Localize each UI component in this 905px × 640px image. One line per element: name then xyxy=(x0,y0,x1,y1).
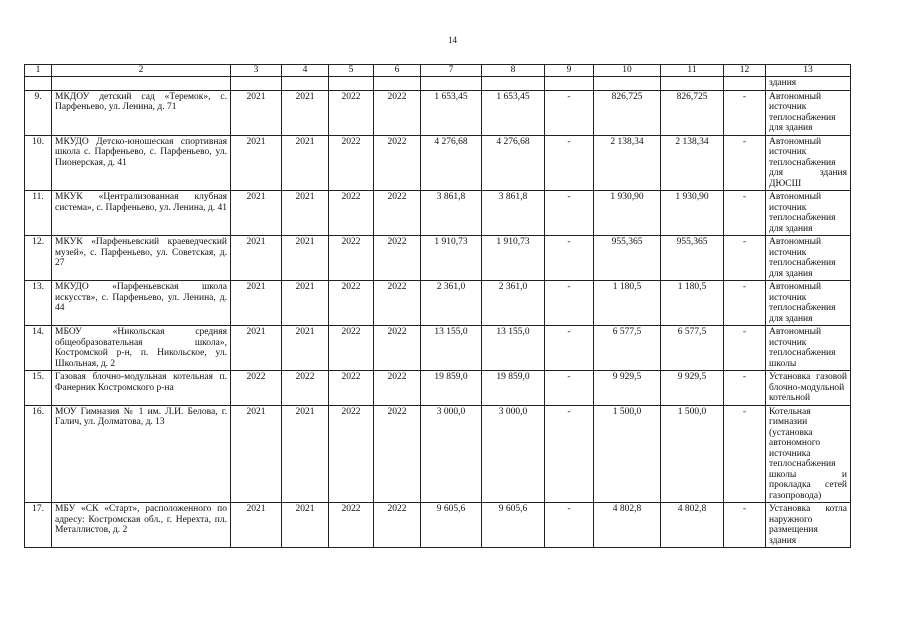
amount-cell: - xyxy=(724,135,766,191)
carry-over-row xyxy=(25,77,851,91)
year-cell: 2021 xyxy=(282,326,329,371)
amount-cell: 1 500,0 xyxy=(661,405,724,503)
col-header: 2 xyxy=(52,65,231,77)
col-header: 9 xyxy=(545,65,594,77)
year-cell: 2021 xyxy=(282,236,329,281)
amount-cell: 2 138,34 xyxy=(661,135,724,191)
description-cell: Котельная гимназии (установка автономного источника теплоснабжения школы и прокладка сетей газопровода) xyxy=(766,405,851,503)
col-header: 10 xyxy=(594,65,661,77)
amount-cell: 3 000,0 xyxy=(421,405,482,503)
amount-cell: 3 861,8 xyxy=(482,191,545,236)
year-cell: 2021 xyxy=(231,281,282,326)
header-row xyxy=(25,65,851,77)
table-row xyxy=(25,405,851,503)
year-cell: 2021 xyxy=(231,90,282,135)
object-name: МКДОУ детский сад «Теремок», с. Парфеньево, ул. Ленина, д. 71 xyxy=(52,90,231,135)
year-cell: 2021 xyxy=(231,503,282,548)
amount-cell: 826,725 xyxy=(594,90,661,135)
table-row xyxy=(25,135,851,191)
amount-cell: - xyxy=(724,371,766,406)
object-name: МБОУ «Никольская средняя общеобразовательная школа», Костромской р-н, п. Никольское, ул. Школьная, д. 2 xyxy=(52,326,231,371)
year-cell: 2022 xyxy=(329,236,374,281)
amount-cell: 1 910,73 xyxy=(482,236,545,281)
year-cell: 2022 xyxy=(374,405,421,503)
object-name: МКУДО Детско-юношеская спортивная школа с. Парфеньево, с. Парфеньево, ул. Пионерская, д. 41 xyxy=(52,135,231,191)
amount-cell: - xyxy=(545,90,594,135)
year-cell: 2021 xyxy=(231,405,282,503)
description-cell: Установка котла наружного размещения здания xyxy=(766,503,851,548)
amount-cell: 19 859,0 xyxy=(482,371,545,406)
amount-cell: 1 910,73 xyxy=(421,236,482,281)
year-cell: 2021 xyxy=(282,191,329,236)
year-cell: 2022 xyxy=(231,371,282,406)
year-cell: 2022 xyxy=(329,371,374,406)
amount-cell: - xyxy=(545,191,594,236)
col-header: 13 xyxy=(766,65,851,77)
amount-cell: 4 276,68 xyxy=(482,135,545,191)
amount-cell: 1 500,0 xyxy=(594,405,661,503)
year-cell: 2021 xyxy=(231,135,282,191)
year-cell: 2022 xyxy=(282,371,329,406)
year-cell: 2022 xyxy=(374,90,421,135)
amount-cell: - xyxy=(545,236,594,281)
amount-cell: - xyxy=(724,281,766,326)
amount-cell: - xyxy=(545,405,594,503)
col-header: 6 xyxy=(374,65,421,77)
amount-cell: 1 180,5 xyxy=(661,281,724,326)
amount-cell: - xyxy=(724,90,766,135)
col-header: 3 xyxy=(231,65,282,77)
row-number: 12. xyxy=(25,236,52,281)
amount-cell: 1 653,45 xyxy=(482,90,545,135)
year-cell: 2022 xyxy=(329,281,374,326)
description-cell: Автономный источник теплоснабжения школы xyxy=(766,326,851,371)
amount-cell: 3 000,0 xyxy=(482,405,545,503)
amount-cell: 1 180,5 xyxy=(594,281,661,326)
col-header: 4 xyxy=(282,65,329,77)
description-cell: Установка газовой блочно-модульной котельной xyxy=(766,371,851,406)
description-cell: Автономный источник теплоснабжения для здания xyxy=(766,281,851,326)
year-cell: 2022 xyxy=(374,503,421,548)
amount-cell: - xyxy=(545,281,594,326)
object-name: МБУ «СК «Старт», расположенного по адресу: Костромская обл., г. Нерехта, пл. Металлистов, д. 2 xyxy=(52,503,231,548)
year-cell: 2021 xyxy=(282,503,329,548)
row-number: 17. xyxy=(25,503,52,548)
col-header: 8 xyxy=(482,65,545,77)
amount-cell: - xyxy=(724,236,766,281)
amount-cell: 2 361,0 xyxy=(482,281,545,326)
description-cell: Автономный источник теплоснабжения для здания xyxy=(766,236,851,281)
page-number: 14 xyxy=(448,35,457,45)
carry-over-text: здания xyxy=(766,77,851,91)
amount-cell: 9 605,6 xyxy=(421,503,482,548)
col-header: 11 xyxy=(661,65,724,77)
year-cell: 2021 xyxy=(231,236,282,281)
year-cell: 2021 xyxy=(282,405,329,503)
amount-cell: - xyxy=(545,371,594,406)
description-cell: Автономный источник теплоснабжения для здания ДЮСШ xyxy=(766,135,851,191)
table-row xyxy=(25,236,851,281)
year-cell: 2021 xyxy=(282,90,329,135)
amount-cell: 13 155,0 xyxy=(421,326,482,371)
amount-cell: 2 361,0 xyxy=(421,281,482,326)
col-header: 1 xyxy=(25,65,52,77)
amount-cell: 13 155,0 xyxy=(482,326,545,371)
object-name: Газовая блочно-модульная котельная п. Фанерник Костромского р-на xyxy=(52,371,231,406)
year-cell: 2021 xyxy=(231,191,282,236)
row-number: 10. xyxy=(25,135,52,191)
year-cell: 2022 xyxy=(374,236,421,281)
object-name: МКУК «Парфеньевский краеведческий музей», с. Парфеньево, ул. Советская, д. 27 xyxy=(52,236,231,281)
amount-cell: - xyxy=(545,135,594,191)
year-cell: 2021 xyxy=(282,281,329,326)
amount-cell: 9 929,5 xyxy=(594,371,661,406)
row-number: 13. xyxy=(25,281,52,326)
amount-cell: 1 653,45 xyxy=(421,90,482,135)
amount-cell: - xyxy=(545,503,594,548)
amount-cell: 6 577,5 xyxy=(661,326,724,371)
amount-cell: - xyxy=(724,191,766,236)
row-number: 11. xyxy=(25,191,52,236)
object-name: МКУДО «Парфеньевская школа искусств», с. Парфеньево, ул. Ленина, д. 44 xyxy=(52,281,231,326)
year-cell: 2022 xyxy=(329,405,374,503)
year-cell: 2022 xyxy=(374,371,421,406)
row-number: 16. xyxy=(25,405,52,503)
year-cell: 2022 xyxy=(374,281,421,326)
object-name: МОУ Гимназия № 1 им. Л.И. Белова, г. Галич, ул. Долматова, д. 13 xyxy=(52,405,231,503)
year-cell: 2022 xyxy=(329,191,374,236)
row-number: 14. xyxy=(25,326,52,371)
year-cell: 2022 xyxy=(374,326,421,371)
amount-cell: 955,365 xyxy=(661,236,724,281)
table-row xyxy=(25,371,851,406)
table-row xyxy=(25,90,851,135)
amount-cell: 955,365 xyxy=(594,236,661,281)
amount-cell: 4 802,8 xyxy=(661,503,724,548)
row-number: 9. xyxy=(25,90,52,135)
amount-cell: - xyxy=(724,326,766,371)
object-name: МКУК «Централизованная клубная система», с. Парфеньево, ул. Ленина, д. 41 xyxy=(52,191,231,236)
amount-cell: 3 861,8 xyxy=(421,191,482,236)
amount-cell: 9 929,5 xyxy=(661,371,724,406)
year-cell: 2021 xyxy=(231,326,282,371)
table-row xyxy=(25,191,851,236)
heating-projects-table xyxy=(24,64,851,548)
amount-cell: - xyxy=(724,503,766,548)
year-cell: 2022 xyxy=(329,90,374,135)
year-cell: 2022 xyxy=(374,135,421,191)
col-header: 7 xyxy=(421,65,482,77)
amount-cell: 4 276,68 xyxy=(421,135,482,191)
description-cell: Автономный источник теплоснабжения для здания xyxy=(766,191,851,236)
year-cell: 2022 xyxy=(329,135,374,191)
table-row xyxy=(25,326,851,371)
year-cell: 2021 xyxy=(282,135,329,191)
amount-cell: 826,725 xyxy=(661,90,724,135)
col-header: 12 xyxy=(724,65,766,77)
amount-cell: 1 930,90 xyxy=(661,191,724,236)
year-cell: 2022 xyxy=(329,326,374,371)
amount-cell: 4 802,8 xyxy=(594,503,661,548)
table-row xyxy=(25,503,851,548)
amount-cell: 2 138,34 xyxy=(594,135,661,191)
amount-cell: - xyxy=(545,326,594,371)
row-number: 15. xyxy=(25,371,52,406)
amount-cell: - xyxy=(724,405,766,503)
amount-cell: 6 577,5 xyxy=(594,326,661,371)
year-cell: 2022 xyxy=(329,503,374,548)
amount-cell: 19 859,0 xyxy=(421,371,482,406)
col-header: 5 xyxy=(329,65,374,77)
amount-cell: 1 930,90 xyxy=(594,191,661,236)
table-row xyxy=(25,281,851,326)
amount-cell: 9 605,6 xyxy=(482,503,545,548)
description-cell: Автономный источник теплоснабжения для здания xyxy=(766,90,851,135)
year-cell: 2022 xyxy=(374,191,421,236)
